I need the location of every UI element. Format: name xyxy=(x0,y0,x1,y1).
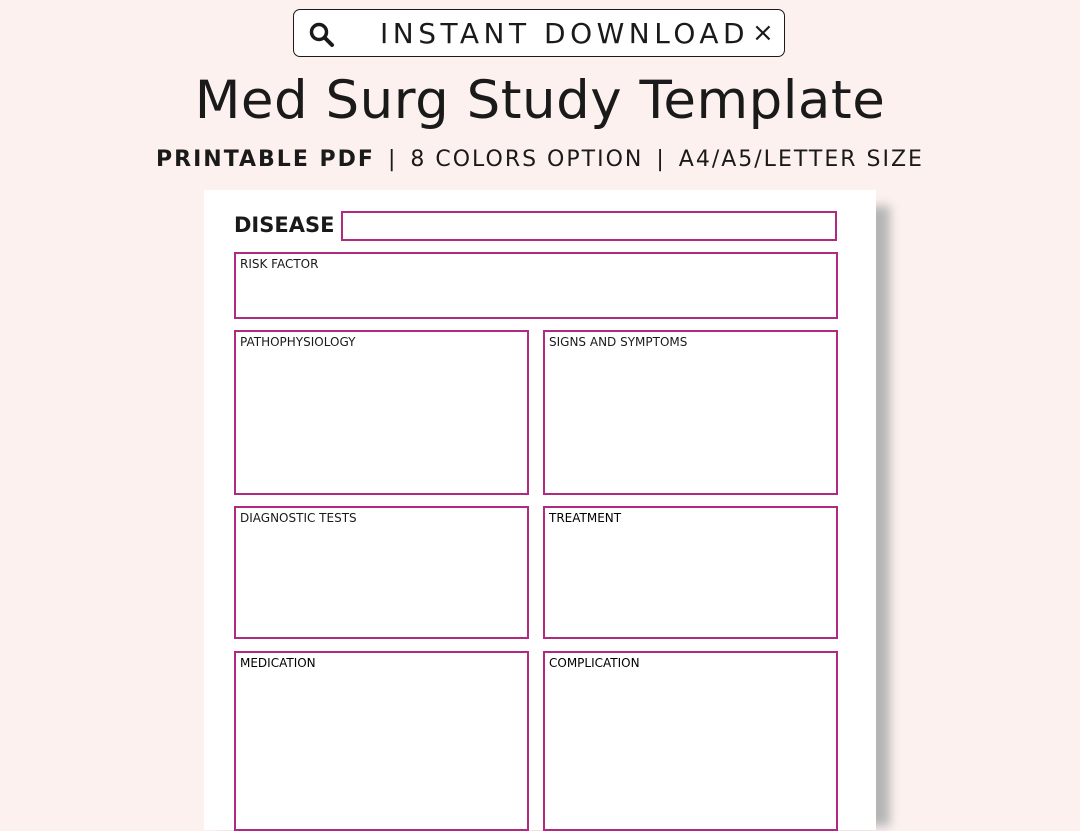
risk-factor-box[interactable] xyxy=(234,252,838,319)
diagnostic-tests-box[interactable] xyxy=(234,506,529,639)
subtitle-separator: | xyxy=(656,147,666,172)
medication-box[interactable] xyxy=(234,651,529,831)
subtitle xyxy=(0,145,1080,175)
signs-symptoms-label: SIGNS AND SYMPTOMS xyxy=(549,335,688,349)
disease-field[interactable] xyxy=(341,211,837,241)
pathophysiology-label: PATHOPHYSIOLOGY xyxy=(240,335,356,349)
close-icon[interactable]: × xyxy=(752,18,774,48)
subtitle-format: PRINTABLE PDF xyxy=(156,147,375,172)
complication-label: COMPLICATION xyxy=(549,656,640,670)
medication-label: MEDICATION xyxy=(240,656,316,670)
complication-box[interactable] xyxy=(543,651,838,831)
diagnostic-tests-label: DIAGNOSTIC TESTS xyxy=(240,511,357,525)
pathophysiology-box[interactable] xyxy=(234,330,529,495)
search-text: INSTANT DOWNLOAD xyxy=(380,17,750,50)
disease-label: DISEASE xyxy=(234,213,335,237)
treatment-label: TREATMENT xyxy=(549,511,622,525)
page-title: Med Surg Study Template xyxy=(194,70,886,131)
template-page xyxy=(204,190,876,830)
search-banner[interactable] xyxy=(293,9,785,57)
search-icon xyxy=(308,21,336,49)
subtitle-colors: 8 COLORS OPTION xyxy=(410,147,644,172)
treatment-box[interactable] xyxy=(543,506,838,639)
subtitle-sizes: A4/A5/LETTER SIZE xyxy=(678,147,924,172)
risk-factor-label: RISK FACTOR xyxy=(240,257,319,271)
subtitle-separator: | xyxy=(387,147,398,172)
signs-symptoms-box[interactable] xyxy=(543,330,838,495)
